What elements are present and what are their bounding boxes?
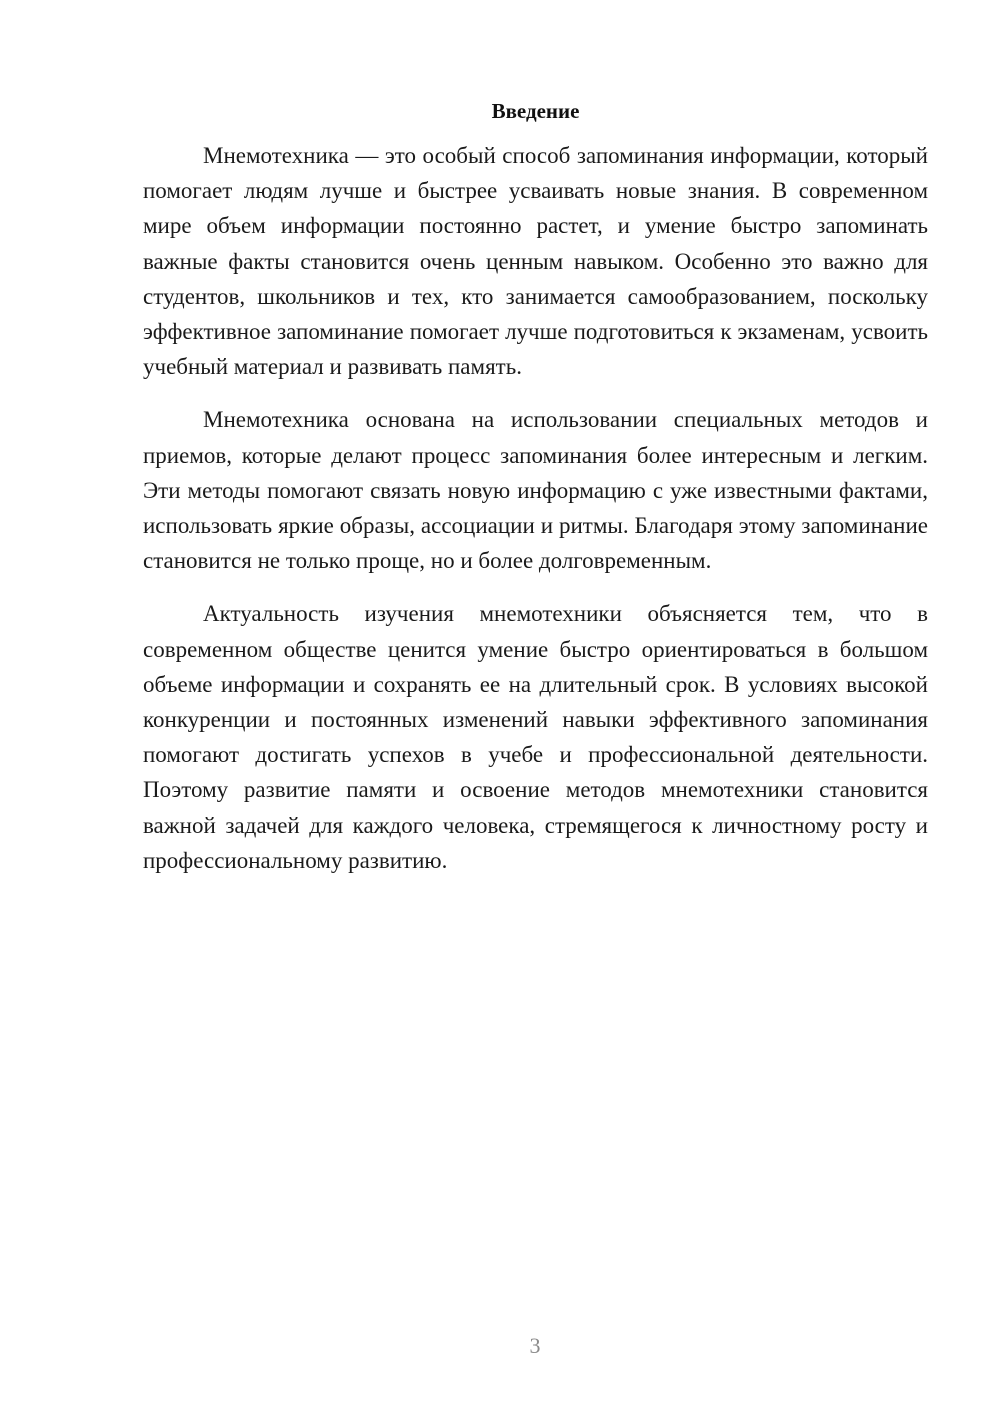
page-content xyxy=(143,96,928,896)
page-number: 3 xyxy=(529,1333,541,1358)
paragraph-1: Мнемотехника — это особый способ запоминания информации, который помогает людям лучше и быстрее усваивать новые знания. В современном мире объем информации постоянно растет, и умение быстро запоминать важные факты становится очень ценным навыком. Особенно это важно для студентов, школьников и тех, кто занимается самообразованием, поскольку эффективное запоминание помогает лучше подготовиться к экзаменам, усвоить учебный материал и развивать память. xyxy=(143,143,928,380)
section-heading: Введение xyxy=(491,99,580,123)
paragraph-2: Мнемотехника основана на использовании специальных методов и приемов, которые делают процесс запоминания более интересным и легким. Эти методы помогают связать новую информацию с уже известными фактами, использовать яркие образы, ассоциации и ритмы. Благодаря этому запоминание становится не только проще, но и более долговременным. xyxy=(143,407,928,574)
paragraph-3: Актуальность изучения мнемотехники объясняется тем, что в современном обществе ценится умение быстро ориентироваться в большом объеме информации и сохранять ее на длительный срок. В условиях высокой конкуренции и постоянных изменений навыки эффективного запоминания помогают достигать успехов в учебе и профессиональной деятельности. Поэтому развитие памяти и освоение методов мнемотехники становится важной задачей для каждого человека, стремящегося к личностному росту и профессиональному развитию. xyxy=(143,601,928,873)
